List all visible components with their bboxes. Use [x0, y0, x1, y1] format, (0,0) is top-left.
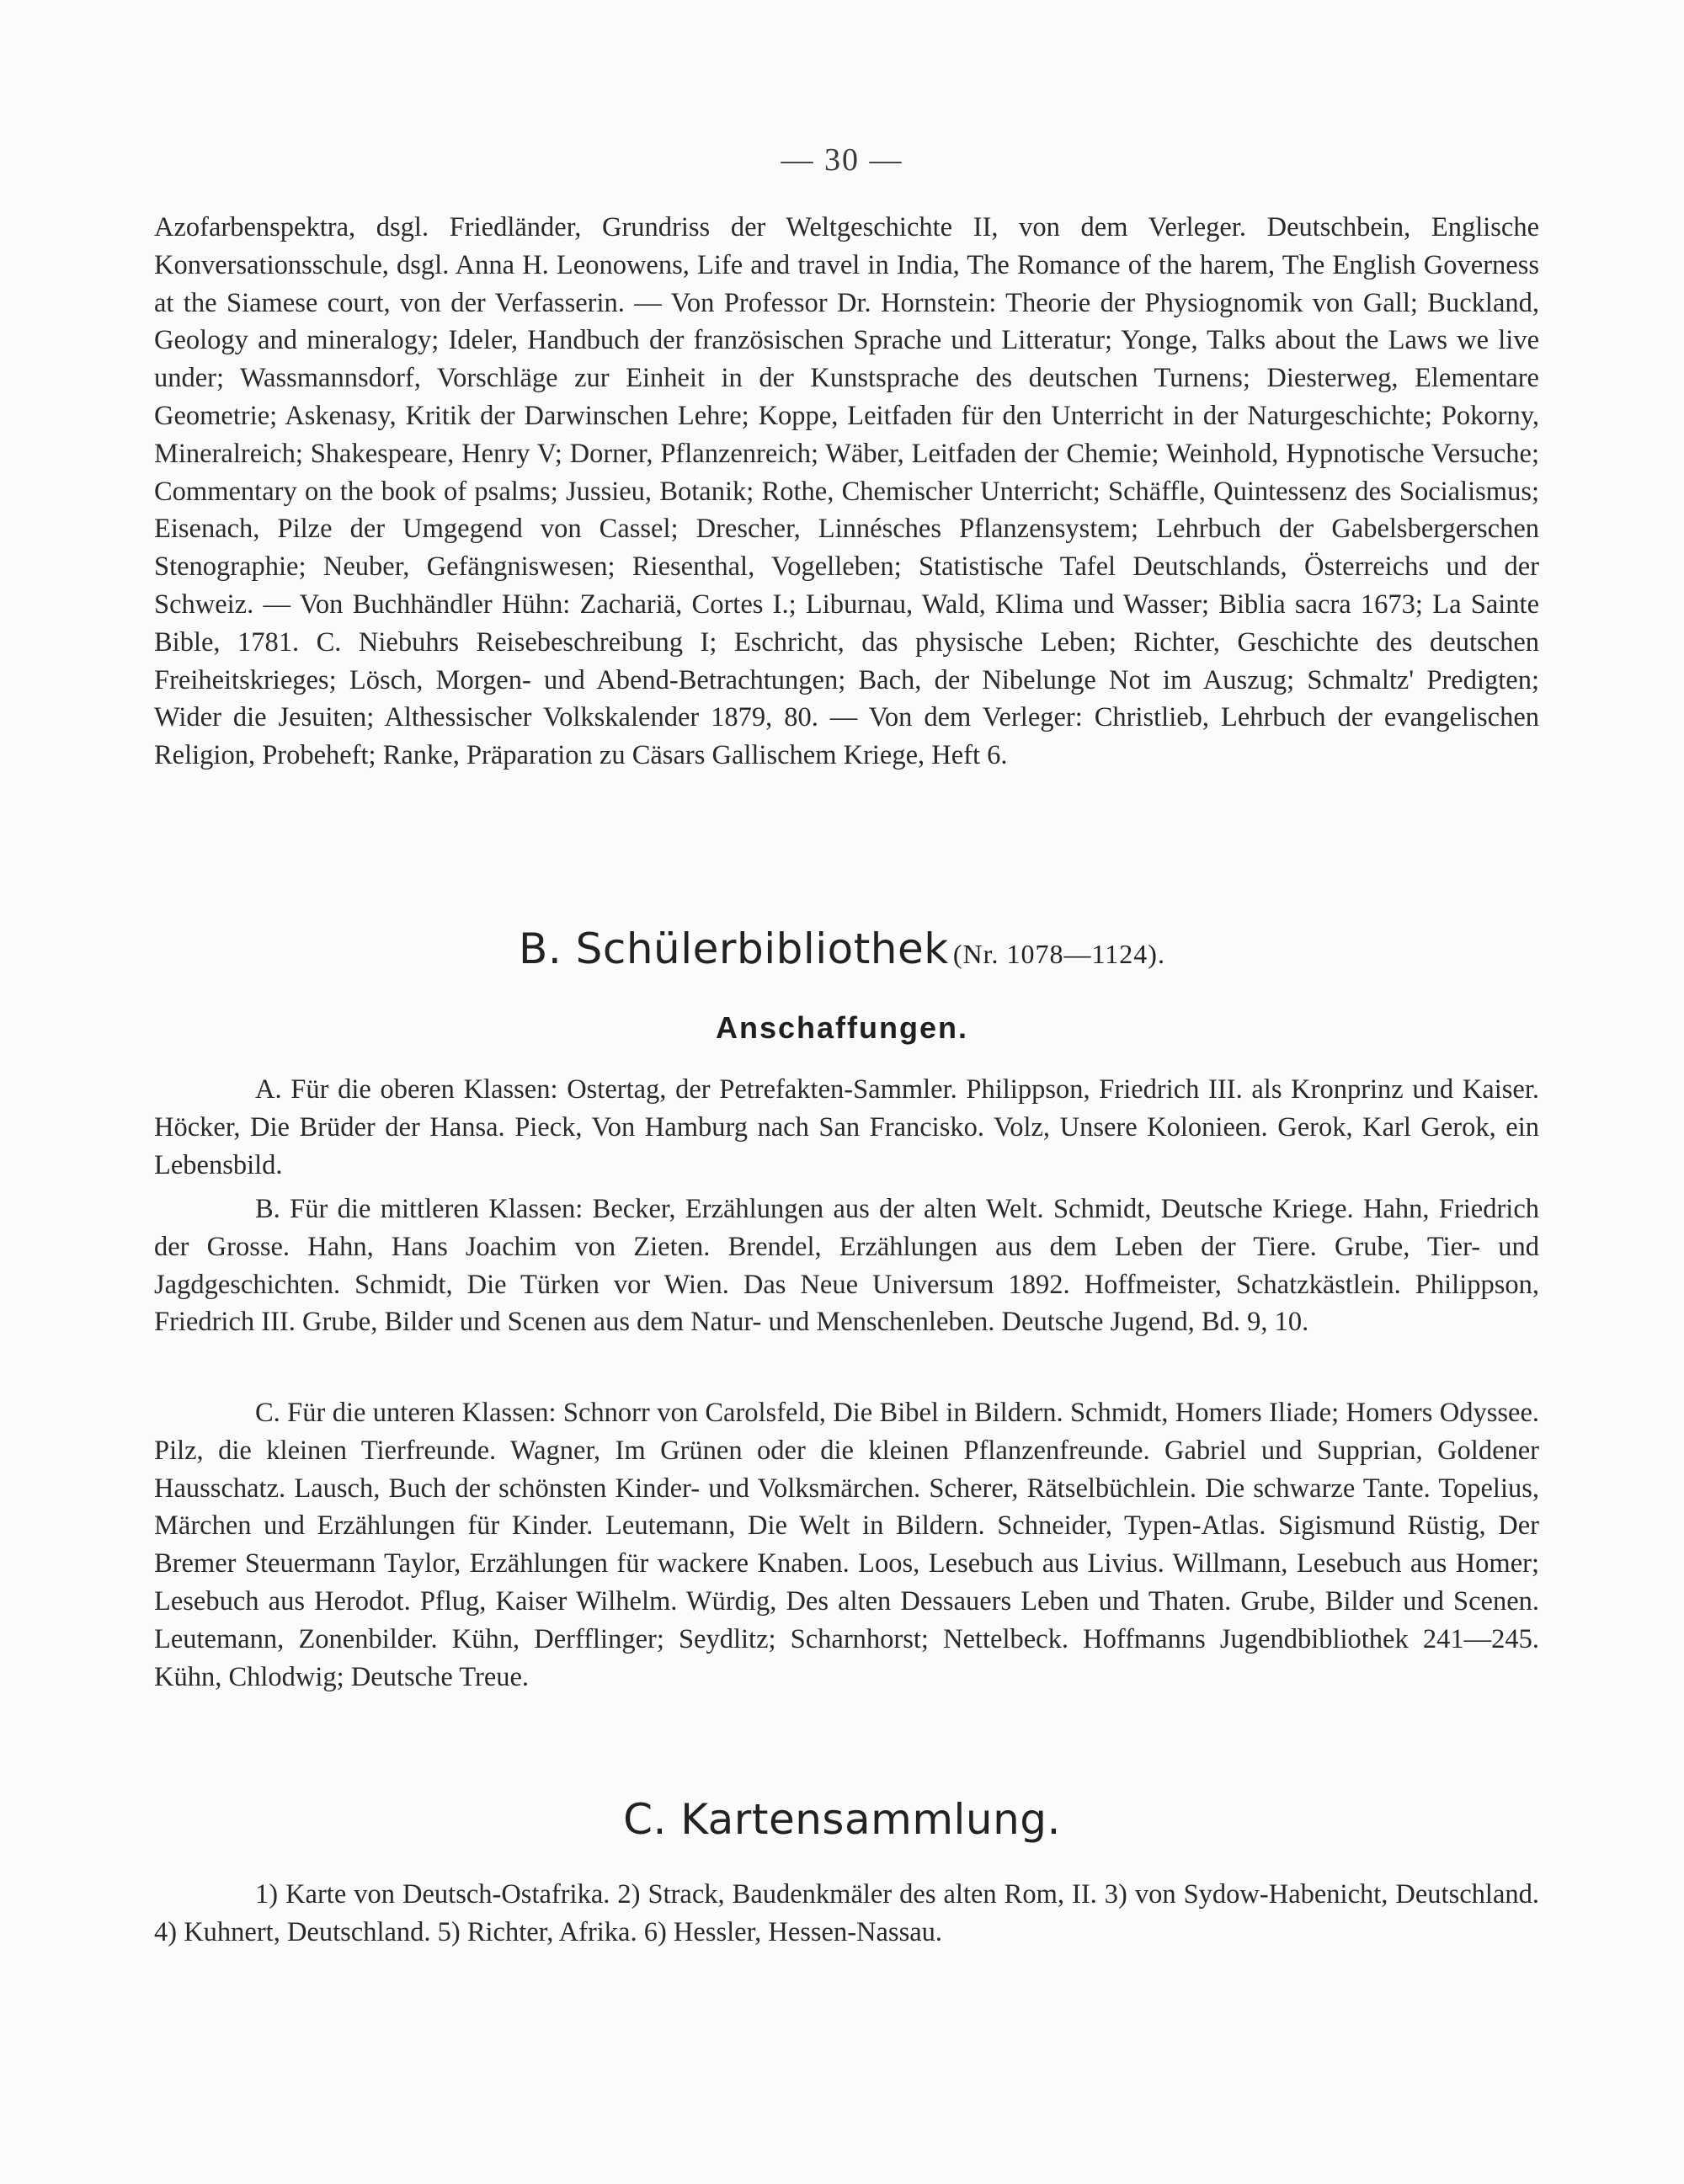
intro-text: Azofarbenspektra, dsgl. Friedländer, Grundriss der Weltgeschichte II, von dem Verleger. Deutschbein, Englische Konversationsschule, dsgl. Anna H. Leonowens, Life and travel in India, The Romance of the harem, The English Governess at the Siamese court, von der Verfasserin. — Von Professor Dr. Hornstein: Theorie der Physiognomik von Gall; Buckland, Geology and mineralogy; Ideler, Handbuch der französischen Sprache und Litteratur; Yonge, Talks about the Laws we live under; Wassmannsdorf, Vorschläge zur Einheit in der Kunstsprache des deutschen Turnens; Diesterweg, Elementare Geometrie; Askenasy, Kritik der Darwinschen Lehre; Koppe, Leitfaden für den Unterricht in der Naturgeschichte; Pokorny, Mineralreich; Shakespeare, Henry V; Dorner, Pflanzenreich; Wäber, Leitfaden der Chemie; Weinhold, Hypnotische Versuche; Commentary on the book of psalms; Jussieu, Botanik; Rothe, Chemischer Unterricht; Schäffle, Quintessenz des Socialismus; Eisenach, Pilze der Umgegend von Cassel; Drescher, Linnésches Pflanzensystem; Lehrbuch der Gabelsbergerschen Stenographie; Neuber, Gefängniswesen; Riesenthal, Vogelleben; Statistische Tafel Deutschlands, Österreichs und der Schweiz. — Von Buchhändler Hühn: Zachariä, Cortes I.; Liburnau, Wald, Klima und Wasser; Biblia sacra 1673; La Sainte Bible, 1781. C. Niebuhrs Reisebeschreibung I; Eschricht, das physische Leben; Richter, Geschichte des deutschen Freiheitskrieges; Lösch, Morgen- und Abend-Betrachtungen; Bach, der Nibelunge Not im Auszug; Schmaltz' Predigten; Wider die Jesuiten; Althessischer Volkskalender 1879, 80. — Von dem Verleger: Christlieb, Lehrbuch der evangelischen Religion, Probeheft; Ranke, Präparation zu Cäsars Gallischem Kriege, Heft 6. — [154, 212, 1539, 771]
section-b-paragraph-a — [154, 1071, 1539, 1184]
paragraph-middle-classes: B. Für die mittleren Klassen: Becker, Erzählungen aus der alten Welt. Schmidt, Deutsche Kriege. Hahn, Friedrich der Grosse. Hahn, Hans Joachim von Zieten. Brendel, Erzählungen aus dem Leben der Tiere. Grube, Tier- und Jagdgeschichten. Schmidt, Die Türken vor Wien. Das Neue Universum 1892. Hoffmeister, Schatzkästlein. Philippson, Friedrich III. Grube, Bilder und Scenen aus dem Natur- und Menschenleben. Deutsche Jugend, Bd. 9, 10. — [154, 1194, 1539, 1338]
paragraph-upper-classes: A. Für die oberen Klassen: Ostertag, der Petrefakten-Sammler. Philippson, Friedrich III. als Kronprinz und Kaiser. Höcker, Die Brüder der Hansa. Pieck, Von Hamburg nach San Francisko. Volz, Unsere Kolonieen. Gerok, Karl Gerok, ein Lebensbild. — [154, 1074, 1539, 1180]
section-c-title: C. Kartensammlung. — [623, 1795, 1061, 1844]
section-b-paragraph-b — [154, 1191, 1539, 1341]
intro-paragraph — [154, 209, 1539, 775]
map-collection-list: 1) Karte von Deutsch-Ostafrika. 2) Strack, Baudenkmäler des alten Rom, II. 3) von Sydow-Habenicht, Deutschland. 4) Kuhnert, Deutschland. 5) Richter, Afrika. 6) Hessler, Hessen-Nassau. — [154, 1879, 1539, 1947]
acquisitions-subheading: Anschaffungen. — [715, 1010, 968, 1045]
paragraph-lower-classes: C. Für die unteren Klassen: Schnorr von Carolsfeld, Die Bibel in Bildern. Schmidt, Homers Iliade; Homers Odyssee. Pilz, die kleinen Tierfreunde. Wagner, Im Grünen oder die kleinen Pflanzenfreunde. Gabriel und Supprian, Goldener Hausschatz. Lausch, Buch der schönsten Kinder- und Volksmärchen. Scherer, Rätselbüchlein. Die schwarze Tante. Topelius, Märchen und Erzählungen für Kinder. Leutemann, Die Welt in Bildern. Schneider, Typen-Atlas. Sigismund Rüstig, Der Bremer Steuermann Taylor, Erzählungen für wackere Knaben. Loos, Lesebuch aus Livius. Willmann, Lesebuch aus Homer; Lesebuch aus Herodot. Pflug, Kaiser Wilhelm. Würdig, Des alten Dessauers Leben und Thaten. Grube, Bilder und Scenen. Leutemann, Zonenbilder. Kühn, Derfflinger; Seydlitz; Scharnhorst; Nettelbeck. Hoffmanns Jugendbibliothek 241—245. Kühn, Chlodwig; Deutsche Treue. — [154, 1398, 1539, 1692]
section-b-title: B. Schülerbibliothek — [519, 924, 949, 973]
section-b-heading — [0, 924, 1684, 973]
section-b-paragraph-c — [154, 1394, 1539, 1696]
page-number: — 30 — — [781, 142, 903, 178]
section-c-heading — [0, 1795, 1684, 1844]
section-b-range: (Nr. 1078—1124). — [952, 939, 1165, 969]
section-c-paragraph — [154, 1876, 1539, 1952]
